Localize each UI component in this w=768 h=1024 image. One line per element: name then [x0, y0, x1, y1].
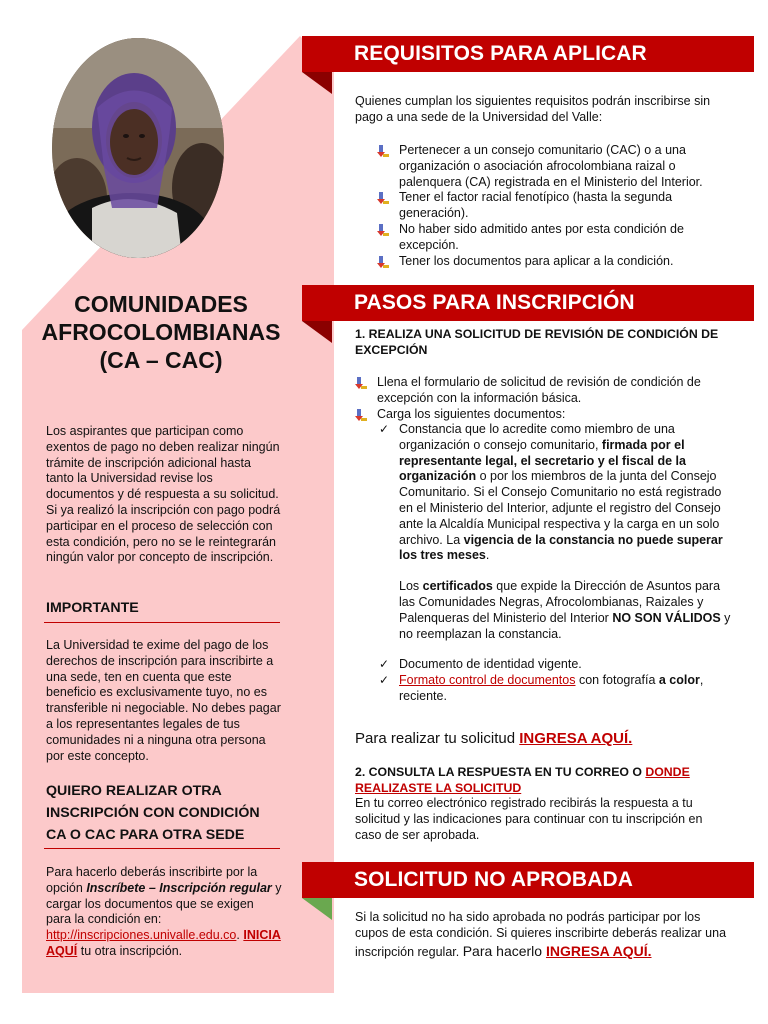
certificados-note: Los certificados que expide la Dirección de Asuntos para las Comunidades Negras, Afrocolombianas, Raizales y Palenqueras del Ministerio del Interior NO SON VÁLIDOS y no reemplazan la constancia.: [399, 579, 731, 641]
banner-fold: [302, 898, 332, 920]
banner-fold: [302, 321, 332, 343]
list-item: No haber sido admitido antes por esta condición de excepción.: [377, 222, 732, 254]
donde-realizaste-link[interactable]: DONDE REALIZASTE LA SOLICITUD: [355, 765, 690, 795]
bullet-icon: [355, 409, 367, 421]
step2-paragraph: En tu correo electrónico registrado recibirás la respuesta a tu solicitud y las indicaciones para continuar con tu inscripción en caso de ser aprobada.: [355, 796, 703, 842]
formato-control-link[interactable]: Formato control de documentos: [399, 673, 576, 688]
ingresa-aqui-link[interactable]: INGRESA AQUÍ.: [519, 730, 633, 747]
requisitos-intro: Quienes cumplan los siguientes requisitos podrán inscribirse sin pago a una sede de la Universidad del Valle:: [355, 94, 711, 124]
check-icon: ✓: [379, 657, 390, 672]
otra-inscripcion-paragraph: [46, 865, 282, 960]
divider: [44, 622, 280, 623]
requisitos-list: [377, 143, 732, 269]
list-item: Carga los siguientes documentos:: [355, 407, 733, 423]
pasos-banner: PASOS PARA INSCRIPCIÓN: [302, 285, 754, 321]
list-item: ✓ Constancia que lo acredite como miembro de una organización o consejo comunitario, firmada por el representante legal, el secretario y el fiscal de la organización o por los miembros de la junta del Consejo Comunitario. Si el Consejo Comunitario no está registrado en el Ministerio del Interior, adjunte el registro del Consejo ante la Alcaldía Municipal respectiva y la carga en un solo archivo. La vigencia de la constancia no puede superar los tres meses. Los certificados que expide la Dirección de Asuntos para las Comunidades Negras, Afrocolombianas, Raizales y Palenqueras del Ministerio del Interior NO SON VÁLIDOS y no reemplazan la constancia.: [377, 422, 733, 642]
text-segment: Si la solicitud no ha sido aprobada no podrás participar por los cupos de esta condición. Si quieres inscribirte deberás realizar una inscripción regular.: [355, 910, 727, 959]
portrait-photo: [52, 38, 224, 258]
text-segment: Para realizar tu solicitud: [355, 730, 520, 747]
check-icon: ✓: [379, 673, 390, 688]
bullet-icon: [377, 224, 389, 236]
page-title: COMUNIDADES AFROCOLOMBIANAS (CA – CAC): [41, 291, 281, 373]
list-item: Pertenecer a un consejo comunitario (CAC) o a una organización o asociación afrocolombiana raizal o palenquera (CA) registrada en el Ministerio del Interior.: [377, 143, 732, 190]
ingresa-aqui-link[interactable]: INGRESA AQUÍ.: [545, 942, 652, 959]
check-icon: ✓: [379, 422, 390, 436]
text-segment: tu otra inscripción.: [77, 943, 183, 958]
list-item: ✓ Documento de identidad vigente.: [379, 657, 582, 672]
pasos-list: [355, 375, 733, 422]
divider: [44, 848, 280, 849]
bullet-icon: [355, 377, 367, 389]
list-item: Llena el formulario de solicitud de revisión de condición de excepción con la información básica.: [355, 375, 733, 407]
bullet-icon: [377, 256, 389, 268]
text-segment: y cargar los documentos que se exigen para la condición en:: [46, 880, 282, 927]
banner-fold: [302, 72, 332, 94]
text-segment: Para hacerlo: [462, 942, 546, 959]
bullet-icon: [377, 192, 389, 204]
importante-heading: IMPORTANTE: [46, 600, 139, 616]
list-item: Tener el factor racial fenotípico (hasta la segunda generación).: [377, 190, 732, 222]
text-segment: .: [236, 928, 244, 943]
no-aprobada-paragraph: [355, 910, 730, 960]
otra-inscripcion-heading: QUIERO REALIZAR OTRA INSCRIPCIÓN CON CONDICIÓN CA O CAC PARA OTRA SEDE: [46, 783, 260, 843]
requisitos-banner: REQUISITOS PARA APLICAR: [302, 36, 754, 72]
step2-section: [355, 765, 730, 843]
list-item: ✓ Formato control de documentos con fotografía a color, reciente.: [379, 673, 704, 703]
importante-paragraph: La Universidad te exime del pago de los derechos de inscripción para inscribirte a una sede, ten en cuenta que este beneficio es exclusivamente tuyo, no es transferible ni negociable. No debes pagar a los representantes legales de tus comunidades ni a ninguna otra persona por este concepto.: [46, 638, 281, 763]
documents-checklist: [377, 422, 733, 705]
step2-heading: [355, 765, 730, 796]
text-segment: Para hacerlo deberás inscribirte por la opción: [46, 865, 258, 895]
step1-heading: 1. REALIZA UNA SOLICITUD DE REVISIÓN DE CONDICIÓN DE EXCEPCIÓN: [355, 327, 719, 357]
list-item: Tener los documentos para aplicar a la condición.: [377, 254, 732, 270]
inicia-aqui-link[interactable]: INICIA AQUÍ: [46, 928, 281, 958]
intro-paragraph: Los aspirantes que participan como exentos de pago no deben realizar ningún trámite de inscripción adicional hasta tanto la Universidad revise los documentos y dé respuesta a su solicitud. Si ya realizó la inscripción con pago podrá participar en el proceso de selección con esta condición, pero no se le reintegrarán ningún valor por concepto de inscripción.: [46, 424, 281, 565]
option-name: Inscríbete – Inscripción regular: [86, 880, 272, 895]
no-aprobada-banner: SOLICITUD NO APROBADA: [302, 862, 754, 898]
solicitud-line: [355, 730, 730, 748]
inscripciones-link[interactable]: http://inscripciones.univalle.edu.co: [46, 928, 237, 943]
bullet-icon: [377, 145, 389, 157]
text-segment: 2. CONSULTA LA RESPUESTA EN TU CORREO O: [355, 765, 646, 779]
